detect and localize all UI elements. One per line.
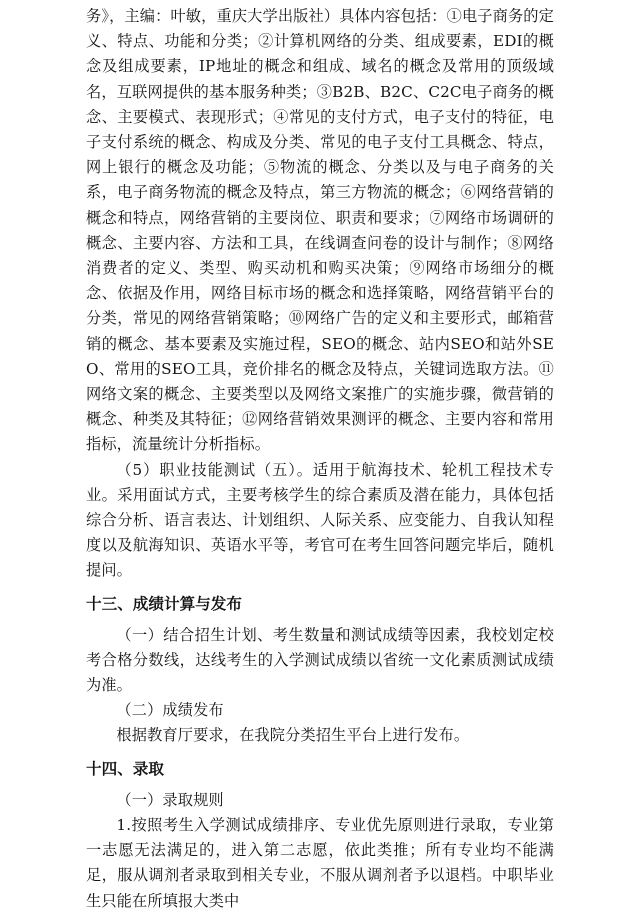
paragraph-course-content: 务》，主编：叶敏，重庆大学出版社）具体内容包括：①电子商务的定义、特点、功能和分类；②计算机网络的分类、组成要素，EDI的概念及组成要素，IP地址的概念和组成、域名的概念及常用的顶级域名，互联网提供的基本服务种类；③B2B、B2C、C2C电子商务的概念、主要模式、表现形式；④常见的支付方式，电子支付的特征，电子支付系统的概念、构成及分类、常见的电子支付工具概念、特点，网上银行的概念及功能；⑤物流的概念、分类以及与电子商务的关系，电子商务物流的概念及特点，第三方物流的概念；⑥网络营销的概念和特点，网络营销的主要岗位、职责和要求；⑦网络市场调研的概念、主要内容、方法和工具，在线调查问卷的设计与制作；⑧网络消费者的定义、类型、购买动机和购买决策；⑨网络市场细分的概念、依据及作用，网络目标市场的概念和选择策略，网络营销平台的分类，常见的网络营销策略；⑩网络广告的定义和主要形式，邮箱营销的概念、基本要素及实施过程，SEO的概念、站内SEO和站外SEO、常用的SEO工具，竞价排名的概念及特点，关键词选取方法。⑪网络文案的概念、主要类型以及网络文案推广的实施步骤，微营销的概念、种类及其特征；⑫网络营销效果测评的概念、主要内容和常用指标，流量统计分析指标。 bbox=[86, 7, 554, 454]
paragraph-score-calculation: （一）结合招生计划、考生数量和测试成绩等因素，我校划定校考合格分数线，达线考生的入学测试成绩以省统一文化素质测试成绩为准。 bbox=[86, 625, 554, 695]
subheading-admission-rules: （一）录取规则 bbox=[116, 790, 224, 809]
section-heading-13: 十三、成绩计算与发布 bbox=[86, 594, 242, 613]
paragraph-admission-rules: 1.按照考生入学测试成绩排序、专业优先原则进行录取，专业第一志愿无法满足的，进入第二志愿，依此类推；所有专业均不能满足，服从调剂者录取到相关专业，不服从调剂者予以退档。中职毕业生只能在所填报大类中 bbox=[86, 815, 554, 910]
paragraph-score-release: 根据教育厅要求，在我院分类招生平台上进行发布。 bbox=[116, 726, 470, 745]
subheading-score-release: （二）成绩发布 bbox=[116, 701, 224, 720]
section-heading-14: 十四、录取 bbox=[86, 759, 164, 778]
paragraph-skill-test-5: （5）职业技能测试（五）。适用于航海技术、轮机工程技术专业。采用面试方式，主要考核学生的综合素质及潜在能力，具体包括综合分析、语言表达、计划组织、人际关系、应变能力、自我认知程度以及航海知识、英语水平等，考官可在考生回答问题完毕后，随机提问。 bbox=[86, 460, 554, 580]
